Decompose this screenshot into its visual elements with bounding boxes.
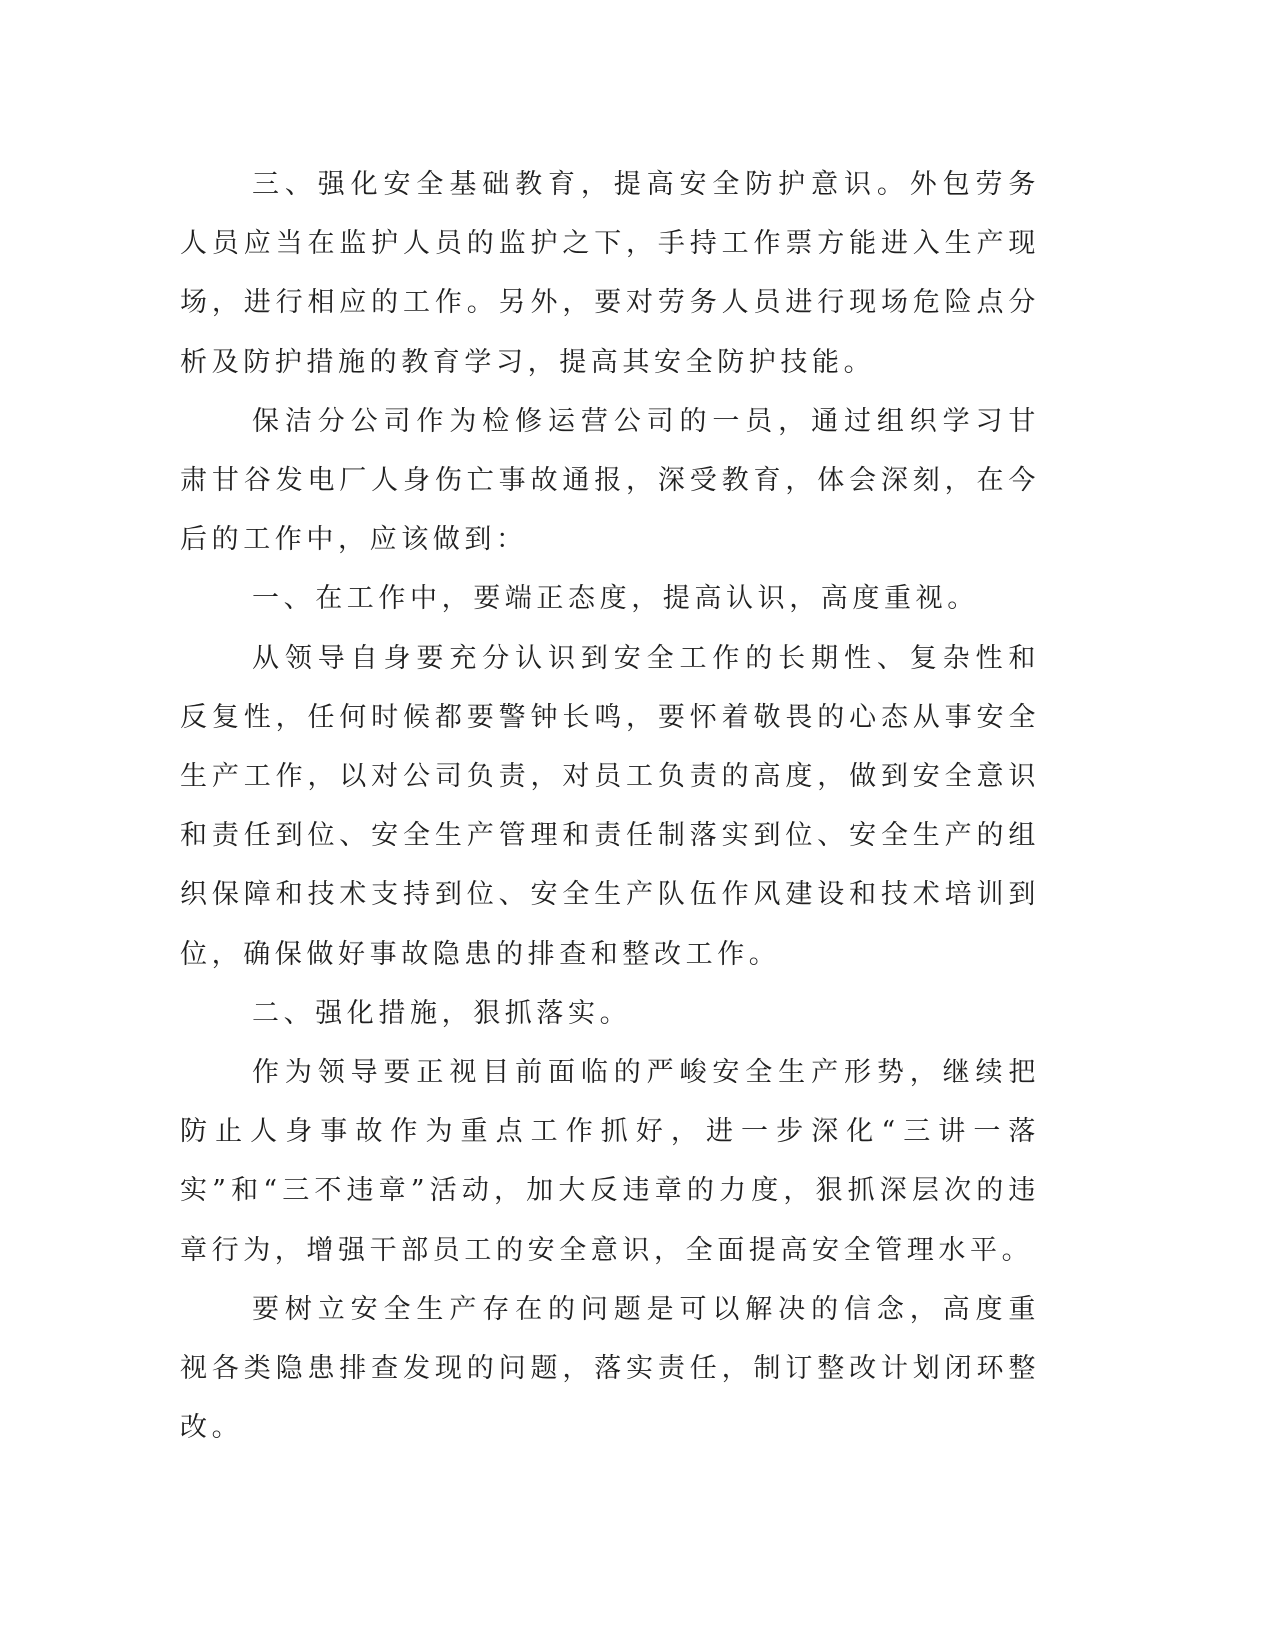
document-body [180,155,1040,1457]
paragraph-heading-attitude: 一、在工作中，要端正态度，提高认识，高度重视。 [252,583,979,615]
paragraph-leadership-awareness: 从领导自身要充分认识到安全工作的长期性、复杂性和反复性，任何时候都要警钟长鸣，要怀着敬畏的心态从事安全生产工作，以对公司负责，对员工负责的高度，做到安全意识和责任到位、安全生产管理和责任制落实到位、安全生产的组织保障和技术支持到位、安全生产队伍作风建设和技术培训到位，确保做好事故隐患的排查和整改工作。 [180,642,1040,970]
paragraph-hazard-rectification: 要树立安全生产存在的问题是可以解决的信念，高度重视各类隐患排查发现的问题，落实责任，制订整改计划闭环整改。 [180,1293,1040,1444]
paragraph-safety-situation: 作为领导要正视目前面临的严峻安全生产形势，继续把防止人身事故作为重点工作抓好，进一步深化“三讲一落实”和“三不违章”活动，加大反违章的力度，狠抓深层次的违章行为，增强干部员工的安全意识，全面提高安全管理水平。 [180,1057,1040,1266]
paragraph-strengthen-education: 三、强化安全基础教育，提高安全防护意识。外包劳务人员应当在监护人员的监护之下，手持工作票方能进入生产现场，进行相应的工作。另外，要对劳务人员进行现场危险点分析及防护措施的教育学习，提高其安全防护技能。 [180,169,1040,378]
paragraph-heading-measures: 二、强化措施，狠抓落实。 [252,997,632,1029]
paragraph-cleaning-branch: 保洁分公司作为检修运营公司的一员，通过组织学习甘肃甘谷发电厂人身伤亡事故通报，深受教育，体会深刻，在今后的工作中，应该做到： [180,405,1040,556]
